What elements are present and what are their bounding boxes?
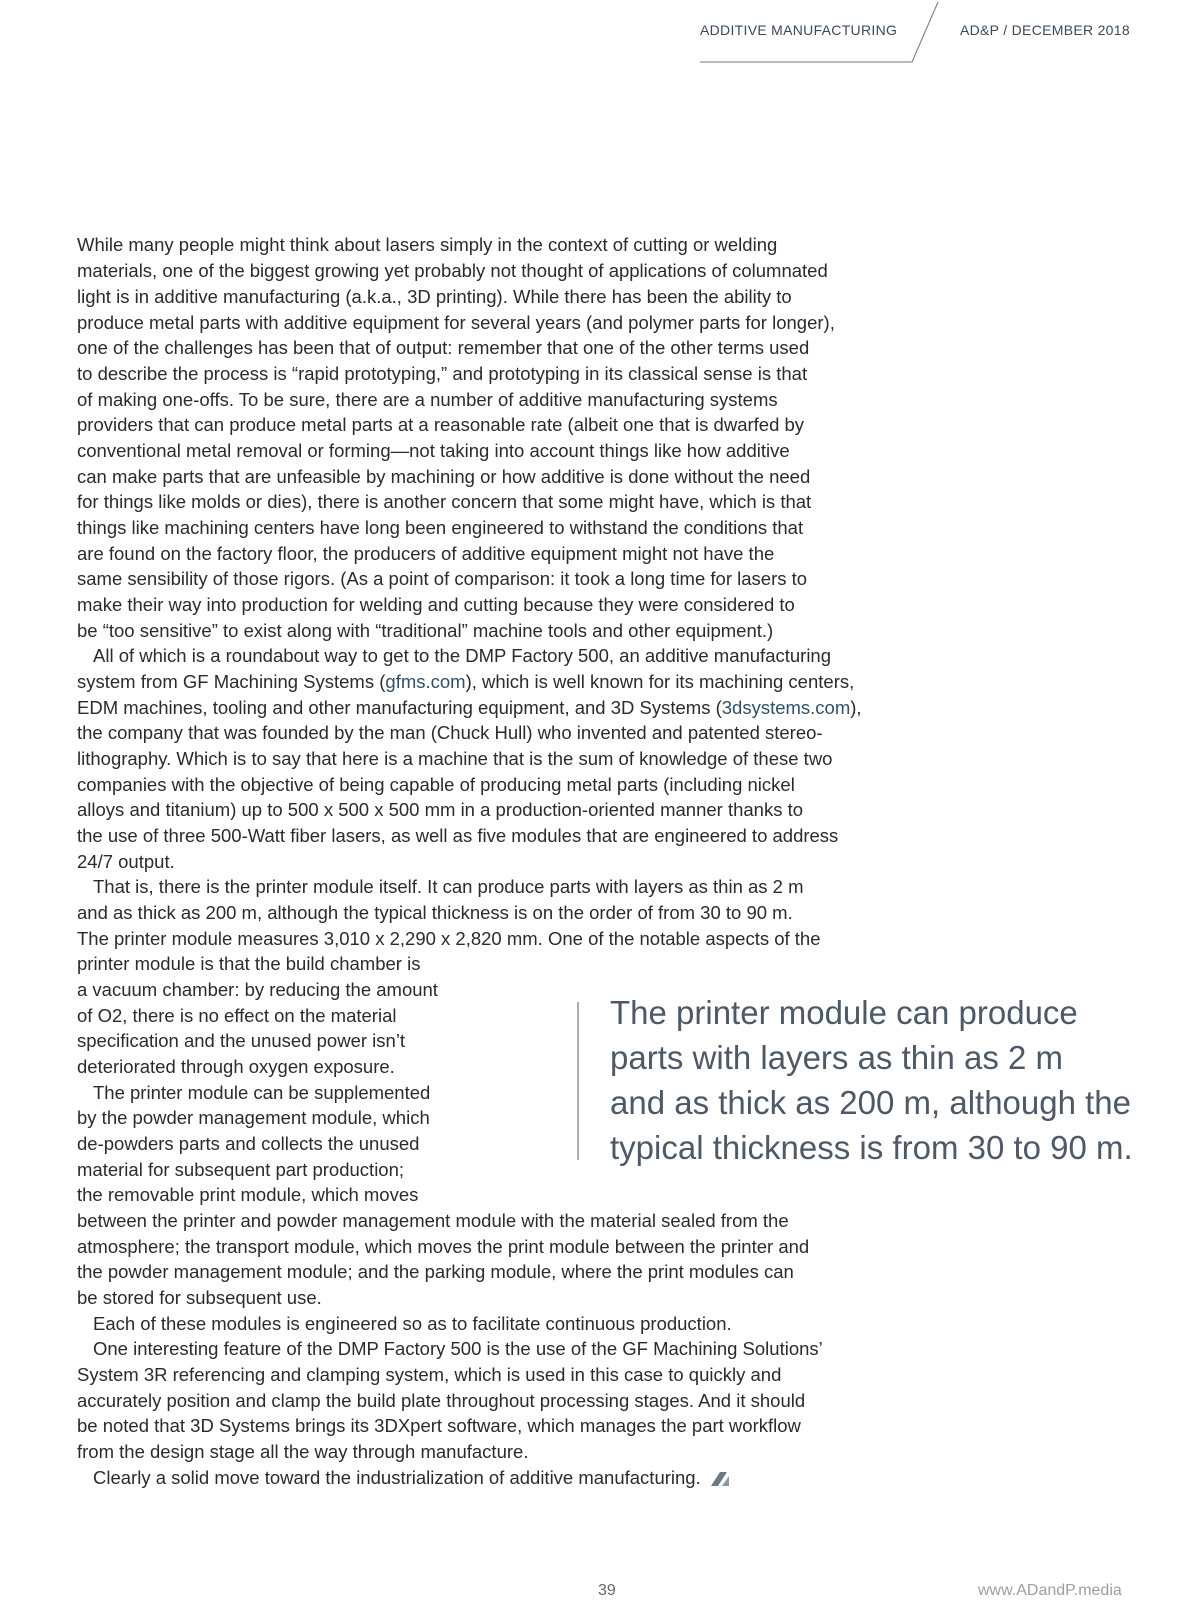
article-text: EDM machines, tooling and other manufacturing equipment, and 3D Systems (	[77, 697, 722, 718]
article-line: material for subsequent part production;	[77, 1159, 405, 1180]
article-line: be “too sensitive” to exist along with “traditional” machine tools and other equipment.)	[77, 620, 774, 641]
header-issue-label: AD&P / DECEMBER 2018	[960, 22, 1130, 38]
3dsystems-link[interactable]: 3dsystems.com	[721, 697, 851, 718]
article-line: one of the challenges has been that of output: remember that one of the other terms used	[77, 337, 810, 358]
article-line: for things like molds or dies), there is another concern that some might have, which is that	[77, 491, 812, 512]
pull-quote-line: The printer module can produce	[610, 994, 1078, 1031]
article-line: lithography. Which is to say that here is a machine that is the sum of knowledge of these two	[77, 748, 833, 769]
website-link[interactable]: www.ADandP.media	[978, 1582, 1122, 1599]
pull-quote-bar	[577, 1002, 579, 1160]
article-line: are found on the factory floor, the producers of additive equipment might not have the	[77, 543, 775, 564]
adp-logo-mark-icon	[711, 1472, 731, 1486]
article-line: the use of three 500-Watt fiber lasers, as well as five modules that are engineered to address	[77, 825, 839, 846]
article-line: de-powders parts and collects the unused	[77, 1133, 420, 1154]
article-line: can make parts that are unfeasible by machining or how additive is done without the need	[77, 466, 811, 487]
article-line: be noted that 3D Systems brings its 3DXpert software, which manages the part workflow	[77, 1415, 801, 1436]
pull-quote-line: and as thick as 200 m, although the	[610, 1084, 1132, 1121]
article-line: materials, one of the biggest growing yet probably not thought of applications of columnated	[77, 260, 828, 281]
article-line: The printer module can be supplemented	[93, 1082, 431, 1103]
article-line: make their way into production for welding and cutting because they were considered to	[77, 594, 795, 615]
article-line: the company that was founded by the man (Chuck Hull) who invented and patented stereo-	[77, 722, 823, 743]
article-line: specification and the unused power isn’t	[77, 1030, 406, 1051]
article-line	[93, 1465, 731, 1491]
article-line: between the printer and powder management module with the material sealed from the	[77, 1210, 789, 1231]
article-line: same sensibility of those rigors. (As a point of comparison: it took a long time for lasers to	[77, 568, 808, 589]
article-line: things like machining centers have long been engineered to withstand the conditions that	[77, 517, 804, 538]
article-line: All of which is a roundabout way to get to the DMP Factory 500, an additive manufacturing	[93, 645, 832, 666]
article-line: Each of these modules is engineered so as to facilitate continuous production.	[93, 1313, 732, 1334]
article-line: of making one-offs. To be sure, there are a number of additive manufacturing systems	[77, 389, 778, 410]
article-line: The printer module measures 3,010 x 2,290 x 2,820 mm. One of the notable aspects of the	[77, 928, 821, 949]
header-section-label: ADDITIVE MANUFACTURING	[700, 22, 898, 38]
article-line: That is, there is the printer module itself. It can produce parts with layers as thin as 2 m	[93, 876, 804, 897]
article-line: by the powder management module, which	[77, 1107, 430, 1128]
pull-quote-line: parts with layers as thin as 2 m	[610, 1039, 1064, 1076]
article-line: atmosphere; the transport module, which moves the print module between the printer and	[77, 1236, 810, 1257]
article-line: from the design stage all the way through manufacture.	[77, 1441, 529, 1462]
article-text: ), which is well known for its machining centers,	[465, 671, 855, 692]
page-number: 39	[598, 1582, 616, 1599]
article-line: to describe the process is “rapid prototyping,” and prototyping in its classical sense is that	[77, 363, 808, 384]
article-line: accurately position and clamp the build plate throughout processing stages. And it should	[77, 1390, 806, 1411]
article-line	[77, 669, 854, 695]
article-line: the powder management module; and the parking module, where the print modules can	[77, 1261, 794, 1282]
article-line: the removable print module, which moves	[77, 1184, 419, 1205]
article-line: deteriorated through oxygen exposure.	[77, 1056, 395, 1077]
article-text: ),	[850, 697, 862, 718]
article-line: While many people might think about lasers simply in the context of cutting or welding	[77, 234, 778, 255]
article-text: system from GF Machining Systems (	[77, 671, 386, 692]
article-line: light is in additive manufacturing (a.k.a., 3D printing). While there has been the ability to	[77, 286, 792, 307]
article-line: printer module is that the build chamber is	[77, 953, 421, 974]
article-line: System 3R referencing and clamping system, which is used in this case to quickly and	[77, 1364, 782, 1385]
gfms-link[interactable]: gfms.com	[385, 671, 466, 692]
article-line: a vacuum chamber: by reducing the amount	[77, 979, 438, 1000]
article-line: conventional metal removal or forming—not taking into account things like how additive	[77, 440, 790, 461]
article-line: of O2, there is no effect on the material	[77, 1005, 397, 1026]
article-line: companies with the objective of being capable of producing metal parts (including nickel	[77, 774, 795, 795]
article-line: providers that can produce metal parts at a reasonable rate (albeit one that is dwarfed by	[77, 414, 805, 435]
pull-quote-line: typical thickness is from 30 to 90 m.	[610, 1129, 1133, 1166]
article-line: alloys and titanium) up to 500 x 500 x 500 mm in a production-oriented manner thanks to	[77, 799, 804, 820]
article-line: be stored for subsequent use.	[77, 1287, 322, 1308]
article-line: produce metal parts with additive equipment for several years (and polymer parts for longer),	[77, 312, 835, 333]
article-line: and as thick as 200 m, although the typical thickness is on the order of from 30 to 90 m.	[77, 902, 793, 923]
article-line: One interesting feature of the DMP Factory 500 is the use of the GF Machining Solutions’	[93, 1338, 823, 1359]
article-text: Clearly a solid move toward the industrialization of additive manufacturing.	[93, 1467, 701, 1488]
article-line	[77, 695, 862, 721]
article-line: 24/7 output.	[77, 851, 175, 872]
